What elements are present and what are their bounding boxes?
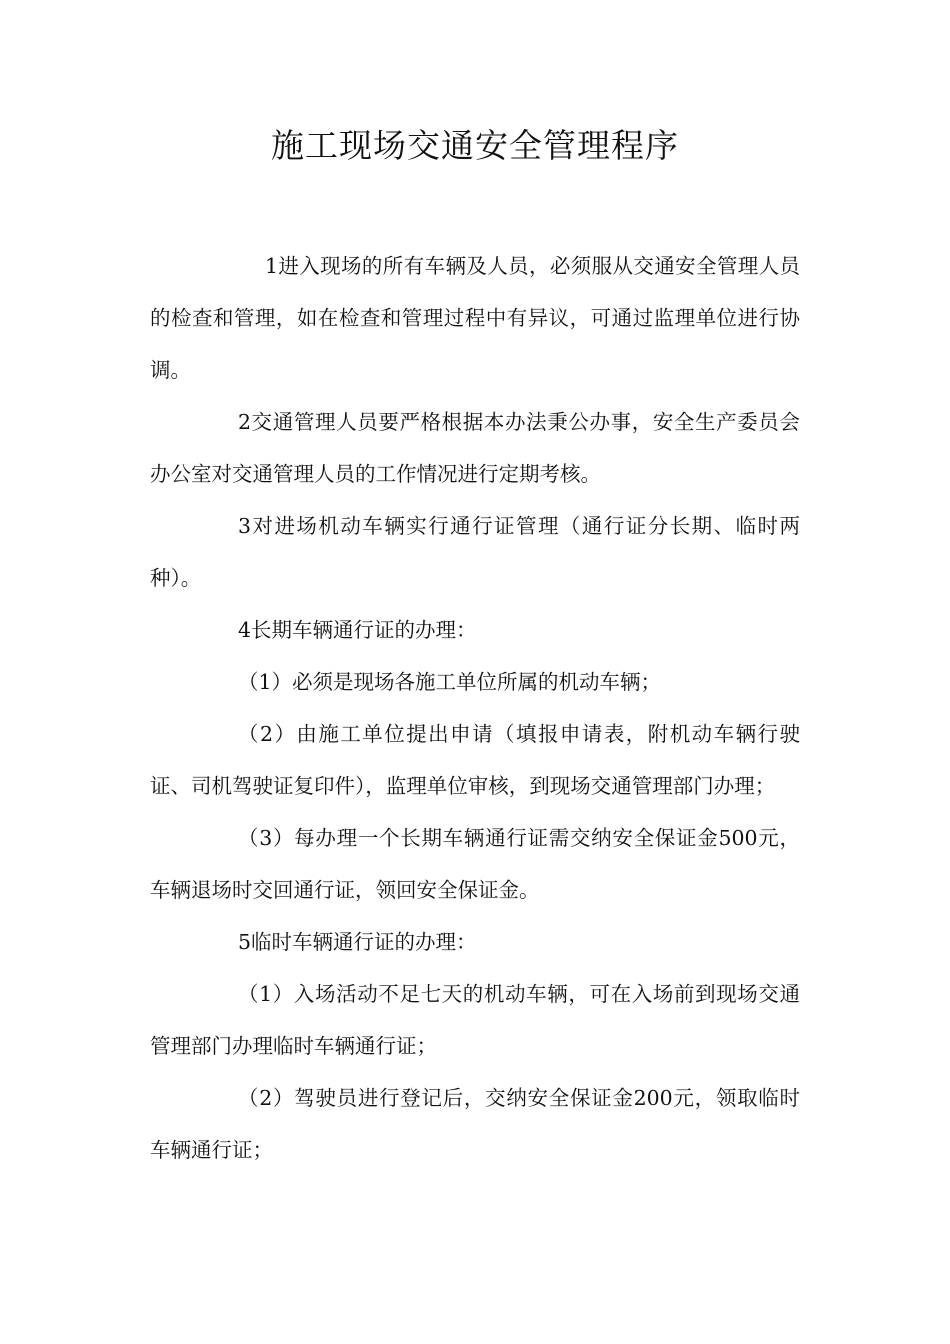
- paragraph-4-item-1: （1）必须是现场各施工单位所属的机动车辆；: [238, 670, 662, 694]
- document-body: [150, 240, 800, 1176]
- paragraph-4-item-2: （2）由施工单位提出申请（填报申请表，附机动车辆行驶证、司机驾驶证复印件），监理单位审核，到现场交通管理部门办理；: [150, 722, 800, 798]
- paragraph-1: 1进入现场的所有车辆及人员，必须服从交通安全管理人员的检查和管理，如在检查和管理过程中有异议，可通过监理单位进行协调。: [150, 254, 800, 382]
- paragraph-2: 2交通管理人员要严格根据本办法秉公办事，安全生产委员会办公室对交通管理人员的工作情况进行定期考核。: [150, 410, 800, 486]
- paragraph-5-item-1: （1）入场活动不足七天的机动车辆，可在入场前到现场交通管理部门办理临时车辆通行证；: [150, 982, 800, 1058]
- paragraph-5-item-2: （2）驾驶员进行登记后，交纳安全保证金200元，领取临时车辆通行证；: [150, 1086, 800, 1162]
- paragraph-5: 5临时车辆通行证的办理：: [238, 930, 477, 954]
- document-title: 施工现场交通安全管理程序: [271, 126, 679, 165]
- paragraph-4: 4长期车辆通行证的办理：: [238, 618, 477, 642]
- paragraph-3: 3对进场机动车辆实行通行证管理（通行证分长期、临时两种）。: [150, 514, 800, 590]
- paragraph-4-item-3: （3）每办理一个长期车辆通行证需交纳安全保证金500元，车辆退场时交回通行证，领回安全保证金。: [150, 826, 800, 902]
